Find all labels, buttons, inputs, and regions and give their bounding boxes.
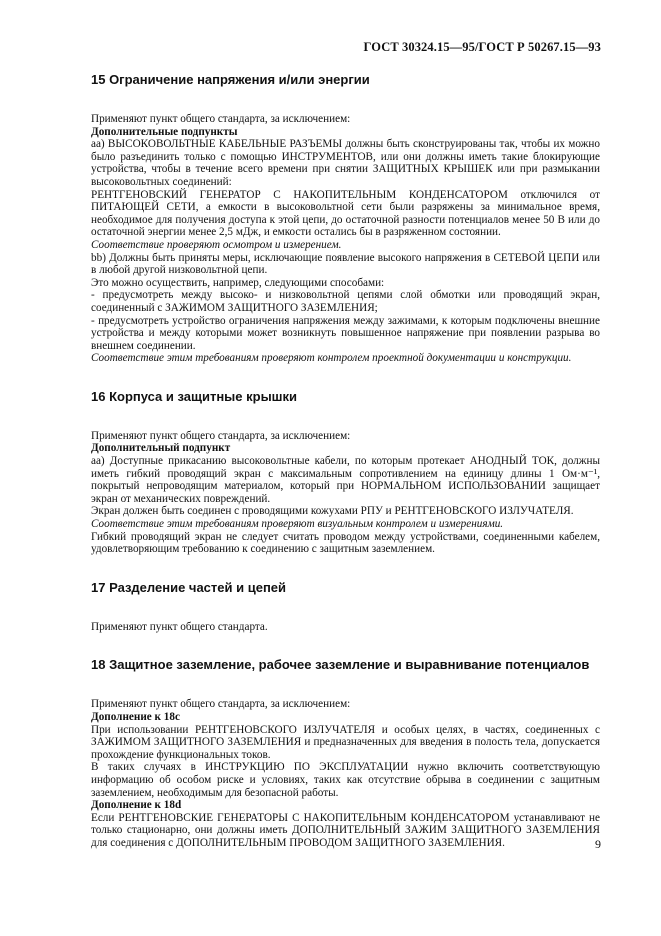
document-header: ГОСТ 30324.15—95/ГОСТ Р 50267.15—93 — [363, 40, 601, 54]
compliance-note: Соответствие этим требованиям проверяют визуальным контролем и измерениями. — [91, 518, 504, 531]
subsection-heading: Дополнительные подпункты — [91, 125, 238, 138]
paragraph: аа) Доступные прикасанию высоковольтные кабели, по которым протекает АНОДНЫЙ ТОК, должны иметь гибкий проводящий экран с максимальным сопротивлением на единицу длины 1 Ом·м⁻¹, покрытый непроводящим материалом, который при НОРМАЛЬНОМ ИСПОЛЬЗОВАНИИ защищает экран от механических повреждений. — [91, 455, 600, 505]
subsection-heading: Дополнительный подпункт — [91, 442, 231, 455]
paragraph: - предусмотреть между высоко- и низковольтной цепями слой обмотки или проводящий экран, соединенный с ЗАЖИМОМ ЗАЩИТНОГО ЗАЗЕМЛЕНИЯ; — [91, 289, 600, 314]
paragraph: Гибкий проводящий экран не следует считать проводом между устройствами, соединенными кабелем, удовлетворяющим требованию к соединению с защитным заземлением. — [91, 530, 600, 556]
section-title-17: 17 Разделение частей и цепей — [91, 579, 287, 595]
section-title-18: 18 Защитное заземление, рабочее заземление и выравнивание потенциалов — [91, 657, 590, 673]
paragraph: Это можно осуществить, например, следующими способами: — [91, 276, 385, 289]
paragraph: Применяют пункт общего стандарта, за исключением: — [91, 429, 351, 442]
paragraph: Применяют пункт общего стандарта, за исключением: — [91, 113, 351, 125]
paragraph: Экран должен быть соединен с проводящими кожухами РПУ и РЕНТГЕНОВСКОГО ИЗЛУЧАТЕЛЯ. — [91, 505, 574, 518]
paragraph: bb) Должны быть приняты меры, исключающие появление высокого напряжения в СЕТЕВОЙ ЦЕПИ или в любой другой низковольтной цепи. — [91, 251, 600, 277]
paragraph: аа) ВЫСОКОВОЛЬТНЫЕ КАБЕЛЬНЫЕ РАЗЪЕМЫ должны быть сконструированы так, чтобы их можно было разъединить только с помощью ИНСТРУМЕНТОВ, или они должны иметь такие блокирующие устройства, чтобы в течение всего времени при снятии ЗАЩИТНЫХ КРЫШЕК или при размыкании высоковольтных соединений: — [91, 138, 600, 188]
paragraph: - предусмотреть устройство ограничения напряжения между зажимами, к которым подключены внешние устройства и между которыми может возникнуть повышенное напряжение при появлении разрыва во внешнем соединении. — [91, 314, 600, 352]
compliance-note: Соответствие проверяют осмотром и измерением. — [91, 238, 342, 251]
paragraph: При использовании РЕНТГЕНОВСКОГО ИЗЛУЧАТЕЛЯ и особых целях, в частях, соединенных с ЗАЖИМОМ ЗАЩИТНОГО ЗАЗЕМЛЕНИЯ и предназначенных для введения в полость тела, допускается прохождение функциональных токов. — [91, 723, 600, 761]
subsection-heading: Дополнение к 18с — [91, 711, 180, 723]
section-title-16: 16 Корпуса и защитные крышки — [91, 388, 298, 404]
page-number: 9 — [595, 837, 601, 851]
subsection-heading: Дополнение к 18d — [91, 799, 182, 812]
paragraph: РЕНТГЕНОВСКИЙ ГЕНЕРАТОР С НАКОПИТЕЛЬНЫМ КОНДЕНСАТОРОМ отключился от ПИТАЮЩЕЙ СЕТИ, а емкости в высоковольтной сети были разряжены за минимальное время, необходимое для получения доступа к этой цепи, до остаточной разности потенциалов менее 50 В или до остаточной энергии менее 2,5 мДж, и емкости остались бы в разряженном состоянии. — [91, 188, 600, 239]
paragraph: Применяют пункт общего стандарта. — [91, 620, 268, 633]
section-title-15: 15 Ограничение напряжения и/или энергии — [91, 72, 370, 87]
paragraph: В таких случаях в ИНСТРУКЦИЮ ПО ЭКСПЛУАТАЦИИ нужно включить соответствующую информацию об особом риске и условиях, таких как отсутствие обрыва в соединении с защитным заземлением, необходимым для безопасной работы. — [91, 761, 600, 799]
paragraph: Если РЕНТГЕНОВСКИЕ ГЕНЕРАТОРЫ С НАКОПИТЕЛЬНЫМ КОНДЕНСАТОРОМ устанавливают не только стационарно, они должны иметь ДОПОЛНИТЕЛЬНЫЙ ЗАЖИМ ЗАЩИТНОГО ЗАЗЕМЛЕНИЯ для соединения с ДОПОЛНИТЕЛЬНЫМ ПРОВОДОМ ЗАЩИТНОГО ЗАЗЕМЛЕНИЯ. — [91, 811, 600, 849]
compliance-note: Соответствие этим требованиям проверяют контролем проектной документации и конструкции. — [91, 352, 572, 365]
page-body — [91, 72, 600, 850]
paragraph: Применяют пункт общего стандарта, за исключением: — [91, 698, 351, 711]
